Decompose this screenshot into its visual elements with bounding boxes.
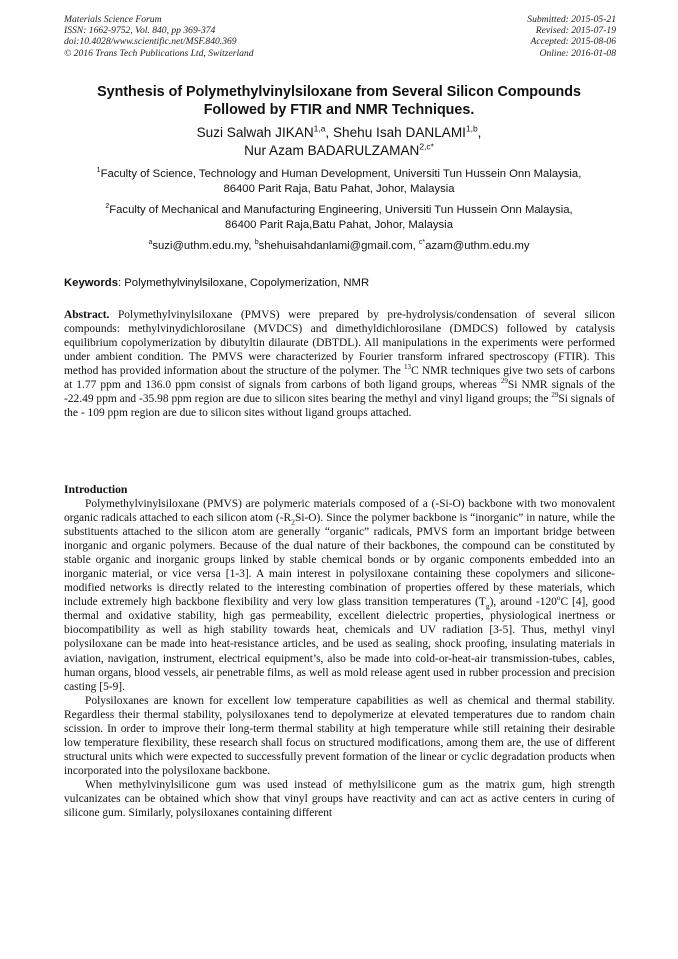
affiliation-1	[50, 167, 628, 197]
author-name: Nur Azam BADARULZAMAN	[244, 143, 420, 158]
online-date: Online: 2016-01-08	[539, 47, 616, 59]
affiliation-line	[50, 167, 628, 182]
email-mark: b	[254, 239, 259, 247]
author-affiliation-mark: 1,a	[313, 123, 326, 134]
paragraph-text: Polymethylvinylsiloxane (PMVS) are polymeric materials composed of a (-Si-O) backbone with two monovalent organic radicals attached to each silicon atom (-R	[64, 498, 615, 525]
abstract-label: Abstract.	[64, 309, 110, 321]
isotope-mark: 29	[500, 377, 508, 386]
revised-date: Revised: 2015-07-19	[535, 25, 616, 37]
submitted-date: Submitted: 2015-05-21	[527, 14, 616, 25]
journal-header-right	[527, 14, 616, 59]
keywords	[64, 276, 615, 290]
degree-mark: o	[556, 594, 561, 603]
author-list	[50, 124, 628, 160]
journal-copyright: © 2016 Trans Tech Publications Ltd, Switzerland	[64, 47, 254, 59]
affiliation-text: Faculty of Mechanical and Manufacturing Engineering, Universiti Tun Hussein Onn Malaysia,	[109, 204, 573, 216]
journal-issn: ISSN: 1662-9752, Vol. 840, pp 369-374	[64, 25, 216, 37]
author-affiliation-mark: 2,c*	[419, 141, 434, 152]
abstract-text: C NMR techniques give two sets of carbons at 1.77 ppm and 136.0 ppm consist of signals from carbons of both ligand groups, whereas	[64, 365, 616, 392]
subscript: 2	[291, 517, 295, 527]
paper-title	[50, 83, 628, 119]
affiliation-line: 86400 Parit Raja, Batu Pahat, Johor, Malaysia	[223, 183, 455, 196]
abstract-text: Si signals of the - 109 ppm region are due to silicon sites without ligand groups attached.	[64, 393, 615, 420]
paragraph-text: ), around -120	[489, 596, 557, 609]
affiliation-line	[50, 203, 628, 218]
authors-line-1: Suzi Salwah JIKAN$^{1,a}$, Shehu Isah DANLAMI$^{1,b}$,	[196, 123, 482, 140]
accepted-date: Accepted: 2015-08-06	[530, 36, 616, 48]
abstract-paragraph	[64, 308, 615, 420]
author-affiliation-mark: 1,b	[465, 123, 478, 134]
section-heading-introduction: Introduction	[64, 483, 128, 496]
affiliation-2	[50, 203, 628, 233]
title-line-1: Synthesis of Polymethylvinylsiloxane from Several Silicon Compounds	[97, 84, 581, 100]
journal-doi: doi:10.4028/www.scientific.net/MSF.840.369	[64, 36, 237, 48]
intro-paragraph-2: Polysiloxanes are known for excellent low temperature capabilities as well as chemical and thermal stability. Regardless their thermal stability, polysiloxanes tend to depolymerize at elevated temperatures due to random chain scission. In order to improve their long-term thermal stability at high temperature while still retaining their desirable low temperature flexibility, these research shall focus on structured modifications, among them are, the use of different structural units which were expected to successfully prevent formation of the linear or cyclic degradation products when incorporated into the polysiloxane backbone.	[64, 694, 615, 777]
paragraph-text: Si-O). Since the polymer backbone is “inorganic” in nature, while the substituents attached to the silicon atom are generally “organic” radicals, PMVS form an important bridge between inorganic and organic polymers. Because of the dual nature of their backbones, the compound can be constituted by stable organic and inorganic groups linked by stable chemical bonds or by organic components embedded into an inorganic material, or vice versa [1-3]. A main interest in polysiloxane containing these copolymers and silicone-modified networks is directly related to the interesting combination of properties offered by these materials, which include extremely high backbone flexibility and very low glass transition temperatures (T	[64, 512, 615, 609]
intro-paragraph-1	[64, 497, 615, 694]
introduction-body	[64, 497, 615, 820]
keywords-text: : Polymethylvinylsiloxane, Copolymerization, NMR	[118, 277, 370, 289]
email-link[interactable]: suzi@uthm.edu.my,	[152, 240, 252, 252]
affiliation-text: Faculty of Science, Technology and Human Development, Universiti Tun Hussein Onn Malaysia,	[100, 168, 582, 180]
abstract	[64, 308, 615, 420]
affiliation-line: 86400 Parit Raja,Batu Pahat, Johor, Malaysia	[225, 219, 453, 232]
email-link[interactable]: shehuisahdanlami@gmail.com,	[258, 240, 416, 252]
author-name: Shehu Isah DANLAMI	[332, 125, 466, 140]
journal-name: Materials Science Forum	[64, 14, 162, 25]
affiliation-mark: 1	[96, 167, 101, 175]
email-mark: a	[148, 239, 153, 247]
email-mark: c*	[418, 239, 426, 247]
email-link[interactable]: azam@uthm.edu.my	[425, 240, 530, 252]
abstract-text: Si NMR signals of the -22.49 ppm and -35.98 ppm region are due to silicon sites bearing the methyl and vinyl ligand groups; the	[64, 379, 615, 406]
keywords-label: Keywords	[64, 277, 118, 289]
author-name: Suzi Salwah JIKAN	[196, 125, 314, 140]
abstract-text: Polymethylvinylsiloxane (PMVS) were prepared by pre-hydrolysis/condensation of several silicon compounds: methylvinydichlorosilane (MVDCS) and dimethyldichlorosilane (DMDCS) followed by catalysis equilibrium copolymerization by dibutyltin dilaurate (DBTDL). All manipulations in the experiments were performed under ambient condition. The PMVS were characterized by Fourier transform infrared spectroscopy (FTIR). This method has provided information about the structure of the polymer. The	[64, 309, 615, 378]
isotope-mark: 29	[551, 391, 559, 400]
author-emails	[50, 239, 628, 254]
subscript: g	[485, 601, 490, 611]
paragraph-text: C [4], good thermal and oxidative stability, high gas permeability, excellent dielectric properties, physiological inertness or biocompatibility as well as high stability towards heat, chemicals and UV radiation [3-5]. Thus, methyl vinyl polysiloxane can be made into heat-resistance articles, and be used as sealing, shock proofing, insulating materials in aviation, navigation, instrument, electrical equipment’s, also be made into cold-or-heat-air transmission-tubes, cables, human organs, blood vessels, air penetrable films, as well as mold release agent used in rubber procession and precision casting [5-9].	[64, 596, 615, 693]
affiliation-mark: 2	[105, 203, 110, 211]
isotope-mark: 13	[403, 363, 412, 372]
title-line-2: Followed by FTIR and NMR Techniques.	[203, 102, 475, 118]
authors-line-2	[50, 142, 628, 160]
journal-header-left	[64, 14, 254, 59]
intro-paragraph-3: When methylvinylsilicone gum was used instead of methylsilicone gum as the matrix gum, high strength vulcanizates can be obtained which show that vinyl groups have reactivity and can act as active centers in curing of silicone gum. Similarly, polysiloxanes containing different	[64, 778, 615, 820]
